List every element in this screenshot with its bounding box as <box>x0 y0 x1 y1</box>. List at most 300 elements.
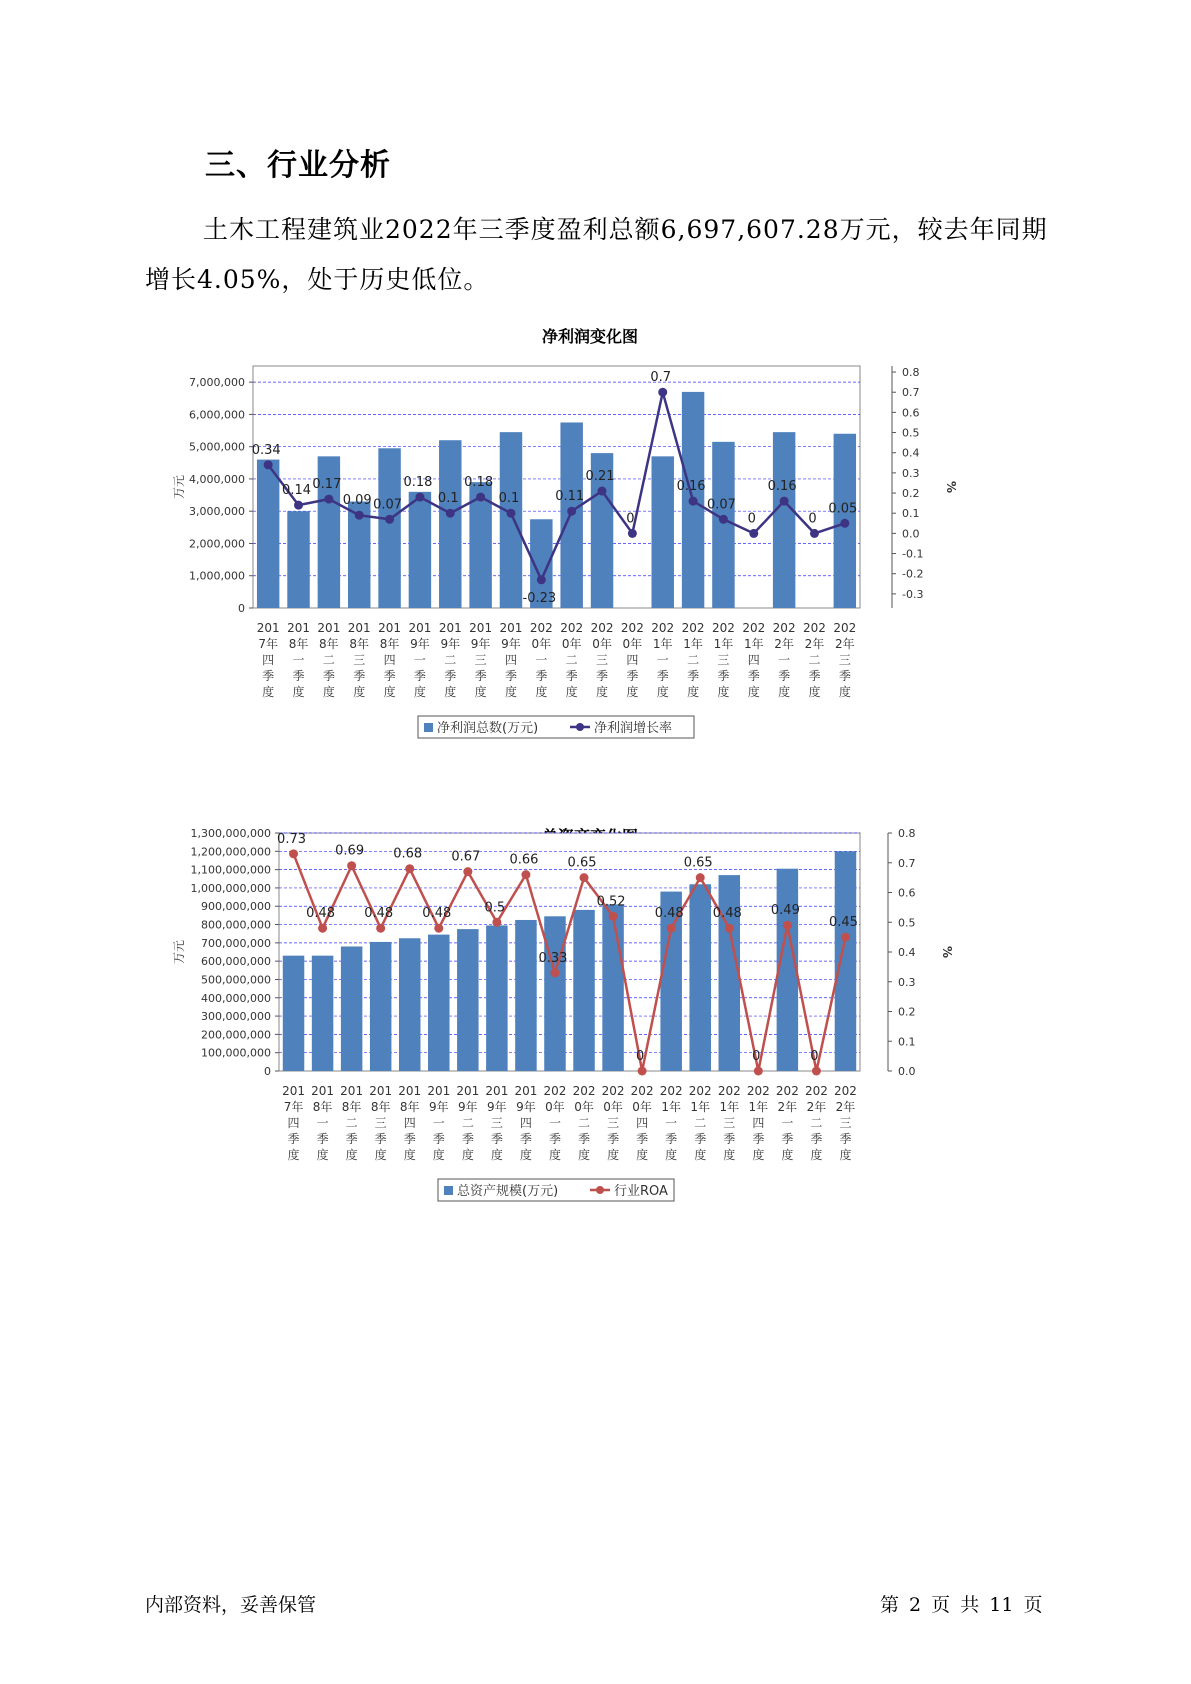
legend <box>438 1179 674 1201</box>
x-tick-label: 202 <box>711 621 735 635</box>
x-tick-label: 9年 <box>440 637 461 651</box>
bar <box>712 442 734 608</box>
data-label: 0.67 <box>451 849 481 865</box>
data-label: 0.66 <box>509 852 539 868</box>
x-tick-label: 季 <box>322 669 335 683</box>
bar <box>500 432 522 608</box>
x-tick-label: 9年 <box>487 1100 507 1114</box>
line-point <box>638 1067 647 1076</box>
x-tick-label: 202 <box>681 621 705 635</box>
y-tick-label: 700,000,000 <box>201 936 271 950</box>
x-tick-label: 度 <box>656 685 669 699</box>
total-assets-chart-svg <box>172 827 1000 1280</box>
y-tick-label: 5,000,000 <box>189 440 245 454</box>
x-tick-label: 四 <box>519 1116 532 1130</box>
x-tick-label: 季 <box>808 669 821 683</box>
x-tick-label: 二 <box>444 653 457 667</box>
x-tick-label: 201 <box>408 621 432 635</box>
data-label: 0.69 <box>335 843 365 859</box>
x-tick-label: 8年 <box>312 1100 333 1114</box>
line-point <box>580 873 589 882</box>
line-point <box>537 575 546 584</box>
y2-tick-label: 0.4 <box>902 446 920 460</box>
x-tick-label: 1年 <box>661 1100 681 1114</box>
x-tick-label: 2年 <box>835 637 855 651</box>
x-tick-label: 季 <box>656 669 669 683</box>
x-tick-label: 四 <box>504 653 517 667</box>
y-tick-label: 400,000,000 <box>201 991 271 1005</box>
data-label: 0.7 <box>650 370 672 386</box>
y2-tick-label: 0.6 <box>898 886 916 900</box>
line-point <box>463 867 472 876</box>
x-tick-label: 度 <box>687 685 700 699</box>
x-tick-label: 度 <box>626 685 639 699</box>
x-tick-label: 度 <box>262 685 275 699</box>
x-tick-label: 2年 <box>777 1100 798 1114</box>
line-point <box>264 460 273 469</box>
data-label: 0 <box>635 1049 645 1064</box>
x-tick-label: 202 <box>742 621 766 635</box>
line-point <box>521 870 530 879</box>
x-tick-label: 季 <box>287 1132 300 1146</box>
legend-label-line: 行业ROA <box>614 1184 668 1199</box>
y2-tick-label: 0.8 <box>902 366 920 380</box>
legend-marker <box>596 1186 604 1194</box>
x-tick-label: 季 <box>353 669 366 683</box>
bar <box>689 884 710 1071</box>
x-tick-label: 季 <box>723 1132 736 1146</box>
x-tick-label: 度 <box>839 1148 852 1162</box>
y2-tick-label: 0.2 <box>898 1005 916 1019</box>
line-point <box>609 912 618 921</box>
legend-label-line: 净利润增长率 <box>594 721 673 736</box>
legend-label-bar: 总资产规模(万元) <box>457 1184 559 1199</box>
y2-tick-label: 0.6 <box>902 406 920 420</box>
x-tick-label: 度 <box>474 685 487 699</box>
x-tick-label: 季 <box>345 1132 358 1146</box>
x-tick-label: 201 <box>485 1084 509 1098</box>
data-label: 0 <box>747 511 756 527</box>
x-tick-label: 8年 <box>319 637 339 651</box>
x-tick-label: 二 <box>322 653 335 667</box>
legend <box>418 716 694 738</box>
x-tick-label: 201 <box>347 621 371 635</box>
data-label: 0.16 <box>767 479 797 495</box>
x-tick-label: 0年 <box>574 1100 594 1114</box>
line-point <box>318 924 327 933</box>
x-tick-label: 度 <box>778 685 791 699</box>
line-point <box>754 1067 763 1076</box>
data-label: 0.49 <box>770 903 800 919</box>
x-tick-label: 201 <box>369 1084 393 1098</box>
data-label: 0.1 <box>437 491 459 507</box>
chart-title: 净利润变化图 <box>541 327 638 346</box>
x-tick-label: 季 <box>461 1132 474 1146</box>
bar <box>341 947 362 1071</box>
y2-axis-label: % <box>940 945 954 959</box>
line-point <box>810 529 819 538</box>
x-tick-label: 度 <box>810 1148 823 1162</box>
x-tick-label: 201 <box>311 1084 335 1098</box>
line-point <box>550 968 559 977</box>
x-tick-label: 201 <box>499 621 523 635</box>
summary-paragraph: 土木工程建筑业2022年三季度盈利总额6,697,607.28万元，较去年同期增长4.05%，处于历史低位。 <box>145 215 1048 294</box>
y2-tick-label: 0.1 <box>902 507 920 521</box>
x-tick-label: 度 <box>432 1148 445 1162</box>
x-tick-label: 9年 <box>428 1100 449 1114</box>
x-tick-label: 一 <box>656 653 669 667</box>
x-tick-label: 1年 <box>683 637 703 651</box>
x-tick-label: 202 <box>717 1084 741 1098</box>
line-point <box>476 493 485 502</box>
data-label: 0.05 <box>828 501 858 517</box>
bar <box>573 910 594 1071</box>
x-tick-label: 202 <box>659 1084 683 1098</box>
x-tick-label: 0年 <box>632 1100 652 1114</box>
data-label: 0.18 <box>464 475 494 491</box>
x-tick-label: 1年 <box>719 1100 740 1114</box>
y-tick-label: 1,100,000,000 <box>190 863 271 877</box>
x-tick-label: 度 <box>322 685 335 699</box>
y-tick-label: 0 <box>238 602 245 615</box>
data-label: 0.14 <box>282 483 312 499</box>
y-tick-label: 6,000,000 <box>189 408 245 422</box>
x-tick-label: 二 <box>461 1116 474 1130</box>
y-tick-label: 300,000,000 <box>201 1010 271 1024</box>
x-tick-label: 8年 <box>399 1100 420 1114</box>
line-point <box>324 495 333 504</box>
x-tick-label: 7年 <box>258 637 278 651</box>
y2-tick-label: 0.4 <box>898 946 916 959</box>
x-tick-label: 二 <box>810 1116 823 1130</box>
x-tick-label: 季 <box>490 1132 503 1146</box>
y-tick-label: 1,000,000,000 <box>190 881 271 895</box>
x-tick-label: 202 <box>834 1084 857 1098</box>
data-label: 0.16 <box>676 479 706 495</box>
line-point <box>696 873 705 882</box>
y2-tick-label: 0.1 <box>898 1035 916 1049</box>
x-tick-label: 202 <box>601 1084 625 1098</box>
x-tick-label: 季 <box>316 1132 329 1146</box>
x-tick-label: 季 <box>596 669 609 683</box>
x-tick-label: 8年 <box>379 637 400 651</box>
y-tick-label: 7,000,000 <box>189 376 245 390</box>
x-tick-label: 季 <box>810 1132 823 1146</box>
x-tick-label: 度 <box>444 685 457 699</box>
data-label: 0.73 <box>277 831 307 847</box>
x-tick-label: 201 <box>378 621 402 635</box>
x-tick-label: 0年 <box>603 1100 623 1114</box>
y2-tick-label: -0.2 <box>902 567 924 581</box>
line-point <box>812 1067 821 1076</box>
x-tick-label: 0年 <box>622 637 643 651</box>
x-tick-label: 季 <box>474 669 487 683</box>
x-tick-label: 三 <box>717 653 730 667</box>
x-tick-label: 一 <box>548 1116 561 1130</box>
y2-tick-label: 0.5 <box>898 916 916 930</box>
data-label: 0.48 <box>422 906 452 922</box>
x-tick-label: 202 <box>803 621 826 635</box>
x-tick-label: 季 <box>262 669 275 683</box>
y-tick-label: 600,000,000 <box>201 955 271 969</box>
x-tick-label: 三 <box>490 1116 503 1130</box>
bar <box>486 925 507 1071</box>
x-tick-label: 一 <box>781 1116 794 1130</box>
line-point <box>725 924 734 933</box>
y-tick-label: 500,000,000 <box>201 973 271 987</box>
x-tick-label: 9年 <box>458 1100 478 1114</box>
x-tick-label: 季 <box>607 1132 620 1146</box>
y-tick-label: 1,200,000,000 <box>190 845 271 859</box>
x-tick-label: 季 <box>519 1132 532 1146</box>
line-point <box>294 501 303 510</box>
bar <box>835 851 856 1071</box>
line-point <box>355 511 364 520</box>
section-heading: 三、行业分析 <box>205 148 391 183</box>
x-tick-label: 8年 <box>288 637 309 651</box>
x-tick-label: 度 <box>287 1148 300 1162</box>
bar <box>378 448 400 608</box>
x-tick-label: 季 <box>687 669 700 683</box>
line-point <box>567 507 576 516</box>
line-point <box>415 493 424 502</box>
x-tick-label: 度 <box>504 685 517 699</box>
x-tick-label: 四 <box>626 653 639 667</box>
x-tick-label: 季 <box>535 669 548 683</box>
x-tick-label: 三 <box>723 1116 736 1130</box>
x-tick-label: 三 <box>474 653 487 667</box>
x-tick-label: 201 <box>282 1084 305 1098</box>
x-tick-label: 201 <box>398 1084 422 1098</box>
data-label: 0.48 <box>364 906 394 922</box>
y2-tick-label: 0.0 <box>902 527 920 541</box>
data-label: 0.33 <box>538 950 568 966</box>
data-label: 0.52 <box>596 894 626 910</box>
line-point <box>347 861 356 870</box>
x-tick-label: 8年 <box>370 1100 391 1114</box>
bar <box>312 956 333 1071</box>
x-tick-label: 三 <box>607 1116 620 1130</box>
x-tick-label: 一 <box>316 1116 329 1130</box>
x-tick-label: 季 <box>752 1132 765 1146</box>
x-tick-label: 度 <box>519 1148 532 1162</box>
x-tick-label: 季 <box>444 669 457 683</box>
data-label: 0 <box>810 1049 819 1064</box>
x-tick-label: 2年 <box>806 1100 827 1114</box>
x-tick-label: 度 <box>490 1148 503 1162</box>
x-tick-label: 三 <box>374 1116 387 1130</box>
line-point <box>689 497 698 506</box>
footer-page-number: 第 2 页 共 11 页 <box>880 1594 1043 1616</box>
x-tick-label: 8年 <box>349 637 370 651</box>
x-tick-label: 1年 <box>748 1100 769 1114</box>
data-label: 0.34 <box>251 442 281 458</box>
x-tick-label: 四 <box>383 653 396 667</box>
data-label: 0.11 <box>555 489 585 505</box>
x-tick-label: 季 <box>839 1132 852 1146</box>
data-label: 0.21 <box>585 469 615 485</box>
y2-tick-label: 0.0 <box>898 1065 916 1078</box>
bar <box>777 869 798 1071</box>
bar <box>602 904 623 1071</box>
data-label: 0.09 <box>342 493 372 509</box>
x-tick-label: 度 <box>808 685 821 699</box>
y-tick-label: 2,000,000 <box>189 537 245 551</box>
x-tick-label: 202 <box>651 621 675 635</box>
bar <box>515 920 536 1071</box>
y2-tick-label: 0.3 <box>898 975 916 989</box>
x-tick-label: 一 <box>665 1116 678 1130</box>
x-tick-label: 9年 <box>410 637 430 651</box>
y2-tick-label: 0.8 <box>898 827 916 840</box>
data-label: 0.1 <box>498 491 520 507</box>
x-tick-label: 度 <box>461 1148 474 1162</box>
x-tick-label: 四 <box>287 1116 300 1130</box>
line-point <box>385 515 394 524</box>
x-tick-label: 季 <box>578 1132 591 1146</box>
x-tick-label: 度 <box>345 1148 358 1162</box>
line-point <box>658 388 667 397</box>
x-tick-label: 201 <box>438 621 462 635</box>
x-tick-label: 季 <box>778 669 791 683</box>
x-tick-label: 二 <box>694 1116 707 1130</box>
net-profit-chart-svg <box>172 350 1000 780</box>
data-label: 0.68 <box>393 846 423 862</box>
data-label: 0.65 <box>567 855 597 871</box>
x-tick-label: 度 <box>353 685 366 699</box>
line-point <box>780 497 789 506</box>
x-tick-label: 2年 <box>835 1100 856 1114</box>
x-tick-label: 度 <box>665 1148 678 1162</box>
x-tick-label: 9年 <box>501 637 521 651</box>
x-tick-label: 四 <box>403 1116 416 1130</box>
x-tick-label: 度 <box>747 685 760 699</box>
x-tick-label: 202 <box>572 1084 596 1098</box>
x-tick-label: 度 <box>596 685 609 699</box>
y-tick-label: 0 <box>264 1065 271 1078</box>
x-tick-label: 7年 <box>283 1100 304 1114</box>
x-tick-label: 季 <box>694 1132 707 1146</box>
y2-axis-label: % <box>944 480 958 494</box>
bar <box>399 938 420 1071</box>
x-tick-label: 9年 <box>470 637 491 651</box>
x-tick-label: 度 <box>578 1148 591 1162</box>
data-label: 0.48 <box>712 906 742 922</box>
x-tick-label: 三 <box>838 653 851 667</box>
x-tick-label: 一 <box>778 653 791 667</box>
bar <box>409 492 431 608</box>
data-label: 0.17 <box>312 477 342 493</box>
line-point <box>446 509 455 518</box>
x-tick-label: 度 <box>292 685 305 699</box>
data-label: 0 <box>808 511 817 527</box>
x-tick-label: 三 <box>353 653 366 667</box>
x-tick-label: 202 <box>529 621 553 635</box>
x-tick-label: 201 <box>514 1084 538 1098</box>
x-tick-label: 202 <box>804 1084 828 1098</box>
line-point <box>749 529 758 538</box>
x-tick-label: 季 <box>665 1132 678 1146</box>
data-label: 0.48 <box>654 906 684 922</box>
line-point <box>841 933 850 942</box>
x-tick-label: 度 <box>781 1148 794 1162</box>
y2-tick-label: 0.7 <box>902 386 920 400</box>
x-tick-label: 四 <box>752 1116 765 1130</box>
x-tick-label: 季 <box>383 669 396 683</box>
y-tick-label: 1,300,000,000 <box>190 827 271 840</box>
bar <box>773 432 795 608</box>
x-tick-label: 度 <box>316 1148 329 1162</box>
x-tick-label: 9年 <box>516 1100 536 1114</box>
bar <box>544 916 565 1071</box>
line-point <box>434 924 443 933</box>
x-tick-label: 202 <box>772 621 796 635</box>
x-tick-label: 201 <box>340 1084 364 1098</box>
x-tick-label: 四 <box>636 1116 649 1130</box>
data-label: 0.18 <box>403 475 433 491</box>
x-tick-label: 201 <box>287 621 310 635</box>
y2-tick-label: 0.2 <box>902 487 920 501</box>
data-label: 0.48 <box>306 906 336 922</box>
x-tick-label: 季 <box>374 1132 387 1146</box>
data-label: 0.07 <box>373 497 403 513</box>
bar <box>719 875 740 1071</box>
x-tick-label: 0年 <box>545 1100 565 1114</box>
x-tick-label: 三 <box>596 653 609 667</box>
x-tick-label: 202 <box>543 1084 567 1098</box>
x-tick-label: 季 <box>548 1132 561 1146</box>
x-tick-label: 二 <box>808 653 821 667</box>
line-point <box>289 849 298 858</box>
line-point <box>598 487 607 496</box>
x-tick-label: 四 <box>262 653 275 667</box>
net-profit-chart <box>172 322 1000 777</box>
x-tick-label: 度 <box>723 1148 736 1162</box>
bar <box>283 956 304 1071</box>
x-tick-label: 8年 <box>341 1100 362 1114</box>
x-tick-label: 度 <box>535 685 548 699</box>
x-tick-label: 201 <box>427 1084 451 1098</box>
x-tick-label: 202 <box>775 1084 799 1098</box>
x-tick-label: 度 <box>413 685 426 699</box>
x-tick-label: 度 <box>383 685 396 699</box>
x-tick-label: 度 <box>548 1148 561 1162</box>
x-tick-label: 1年 <box>743 637 764 651</box>
x-tick-label: 一 <box>413 653 426 667</box>
x-tick-label: 202 <box>688 1084 712 1098</box>
y-tick-label: 200,000,000 <box>201 1028 271 1042</box>
line-point <box>628 529 637 538</box>
data-label: 0.65 <box>683 855 713 871</box>
x-tick-label: 季 <box>565 669 578 683</box>
x-tick-label: 一 <box>292 653 305 667</box>
legend-label-bar: 净利润总数(万元) <box>437 721 539 736</box>
x-tick-label: 1年 <box>713 637 734 651</box>
x-tick-label: 二 <box>687 653 700 667</box>
bar <box>457 929 478 1071</box>
data-label: 0.45 <box>828 915 858 931</box>
footer-confidential: 内部资料，妥善保管 <box>145 1594 317 1616</box>
y-tick-label: 800,000,000 <box>201 918 271 932</box>
line-point <box>783 921 792 930</box>
line-point <box>719 515 728 524</box>
bar <box>287 511 309 608</box>
x-tick-label: 二 <box>578 1116 591 1130</box>
x-tick-label: 202 <box>560 621 584 635</box>
x-tick-label: 二 <box>565 653 578 667</box>
x-tick-label: 一 <box>535 653 548 667</box>
data-label: 0.5 <box>484 900 506 916</box>
